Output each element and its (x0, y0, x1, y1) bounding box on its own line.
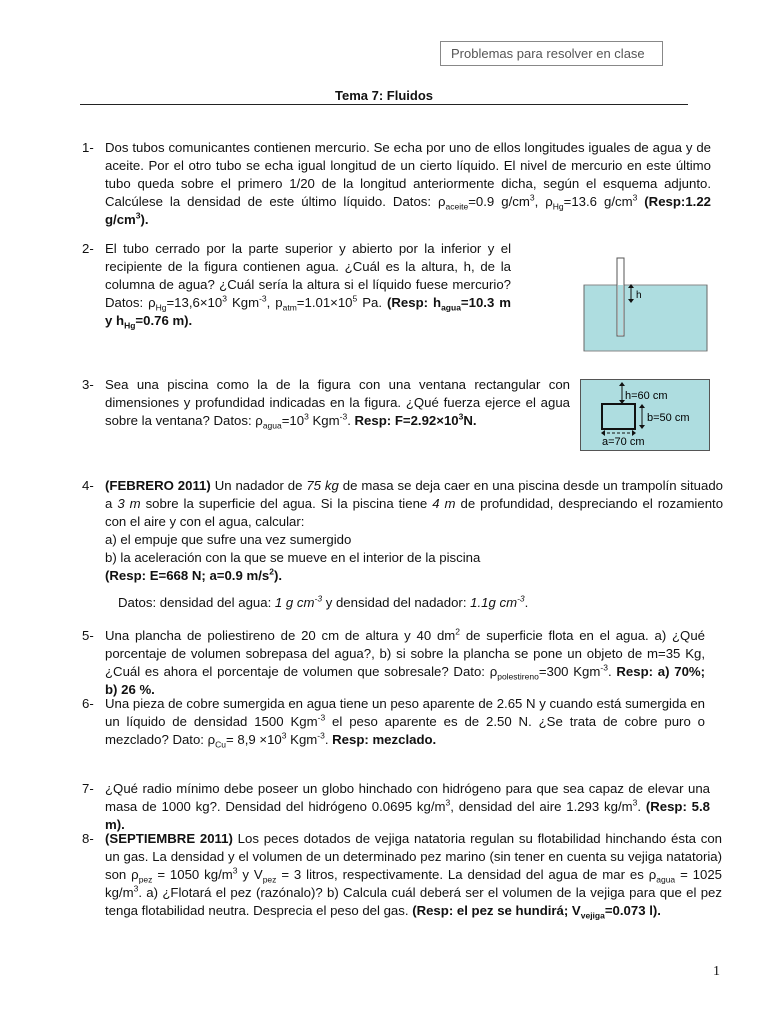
problem-8-number: 8- (82, 831, 94, 846)
title-divider (80, 104, 688, 105)
fig-h-label: h=60 cm (625, 390, 668, 402)
problem-5-number: 5- (82, 628, 94, 643)
problem-7-text: ¿Qué radio mínimo debe poseer un globo hinchado con hidrógeno para que sea capaz de elevar una masa de 1000 kg?. Densidad del hidrógeno 0.0695 $kg/m^3$, densidad del aire 1.293 $kg/m^3$. (Resp: 5.8 m). (105, 781, 710, 832)
fig-h-label: h (636, 290, 642, 301)
problem-6-number: 6- (82, 696, 94, 711)
page-number: 1 (713, 964, 720, 979)
problem-4-item-b: b) la aceleración con la que se mueve en el interior de la piscina (105, 550, 481, 565)
problem-2-number: 2- (82, 241, 94, 256)
problem-5-text: Una plancha de poliestireno de 20 cm de altura y 40 $dm^2$ de superficie flota en el agua. a) ¿Qué porcentaje de volumen sobrepasa del agua?, b) si sobre la plancha se pone un objeto de m=35 Kg, ¿Cuál es ahora el porcentaje de volumen que sobresale? Dato: $\rho_{polestireno}=300$ Kgm$^{-3}$. Resp: a) 70%; b) 26 %. (105, 626, 706, 697)
tube-water (618, 285, 623, 335)
problem-4-text: (FEBRERO 2011) Un nadador de 75 kg de masa se deja caer en una piscina desde un trampolín situado a 3 m sobre la superficie del agua. Si la piscina tiene 4 m de profundidad, despreciando el rozamiento con el aire y con el agua, calcular: a) el empuje que sufre una vez sumergido b) la aceleración con la que se mueve en el interior de la piscina (Resp: E=668 N; a=0.9 $m/s^2$). (105, 478, 724, 583)
problem-2-text: El tubo cerrado por la parte superior y abierto por la inferior y el recipiente de la figura contienen agua. ¿Cuál es la altura, h, de la columna de agua? ¿Cuál sería la altura si el líquido fuese mercurio? Datos: $\rho_{Hg}=13,6\times 10^3$ Kgm$^{-3}$, $p_{atm}=1.01\times 10^5$ Pa. (Resp: $h_{agua}=10.3$ m y $h_{Hg}=0.76$ m). (105, 241, 511, 331)
problem-7-number: 7- (82, 781, 94, 796)
pool-window (602, 404, 635, 429)
pool-figure (580, 379, 710, 451)
problem-4-number: 4- (82, 478, 94, 493)
problem-3-number: 3- (82, 377, 94, 392)
fig-a-label: a=70 cm (602, 436, 645, 448)
problem-8-text: (SEPTIEMBRE 2011) Los peces dotados de vejiga natatoria regulan su flotabilidad hinchando ésta con un gas. La densidad y el volumen de un determinado pez marino (sin tener en cuenta su vejiga natatoria) son $\rho_{pez} = 1050$ $kg/m^3$ y $V_{pez} = 3$ litros, respectivamente. La densidad del agua de mar es $\rho_{agua} = 1025$ $kg/m^3$. a) ¿Flotará el pez (razónalo)? b) Calcula cuál deberá ser el volumen de la vejiga para que el pez tenga flotabilidad neutra. Desprecia el peso del gas. (Resp: el pez se hundirá; $V_{vejiga}=0.073$ l). (105, 831, 723, 921)
problem-3-text: Sea una piscina como la de la figura con una ventana rectangular con dimensiones y profundidad indicadas en la figura. ¿Qué fuerza ejerce el agua sobre la ventana? Datos: $\rho_{agua}=10^3$ Kgm$^{-3}$. Resp: $F=2.92\times 10^3N$. (105, 377, 570, 431)
problem-4-item-a: a) el empuje que sufre una vez sumergido (105, 532, 352, 547)
fig-b-label: b=50 cm (647, 412, 690, 424)
problem-1-number: 1- (82, 140, 94, 155)
water-container (584, 285, 707, 351)
problem-4-datos: Datos: densidad del agua: 1 g $cm^{-3}$ y densidad del nadador: 1.1g $cm^{-3}$. (118, 593, 529, 610)
page-title: Tema 7: Fluidos (335, 88, 433, 103)
tube-figure (525, 236, 710, 360)
header-box: Problemas para resolver en clase (440, 41, 663, 66)
problem-1-text: Dos tubos comunicantes contienen mercurio. Se echa por uno de ellos longitudes iguales de agua y de aceite. Por el otro tubo se echa igual longitud de un cierto líquido. El nivel de mercurio en este último tubo queda sobre el primero 1/20 de la longitud anteriormente dicha, según el esquema adjunto. Calcúlese la densidad de este último líquido. Datos: $\rho_{aceite}=0.9$ $g/cm^3$, $\rho_{Hg}=13.6$ $g/cm^3$ (Resp:1.22 $g/cm^3$). (105, 140, 711, 227)
problem-6-text: Una pieza de cobre sumergida en agua tiene un peso aparente de 2.65 N y cuando está sumergida en un líquido de densidad 1500 Kgm$^{-3}$ el peso aparente es de 2.50 N. ¿Se trata de cobre puro o mezclado? Dato: $\rho_{Cu}= 8,9 \times 10^3$ Kgm$^{-3}$. Resp: mezclado. (105, 696, 706, 750)
